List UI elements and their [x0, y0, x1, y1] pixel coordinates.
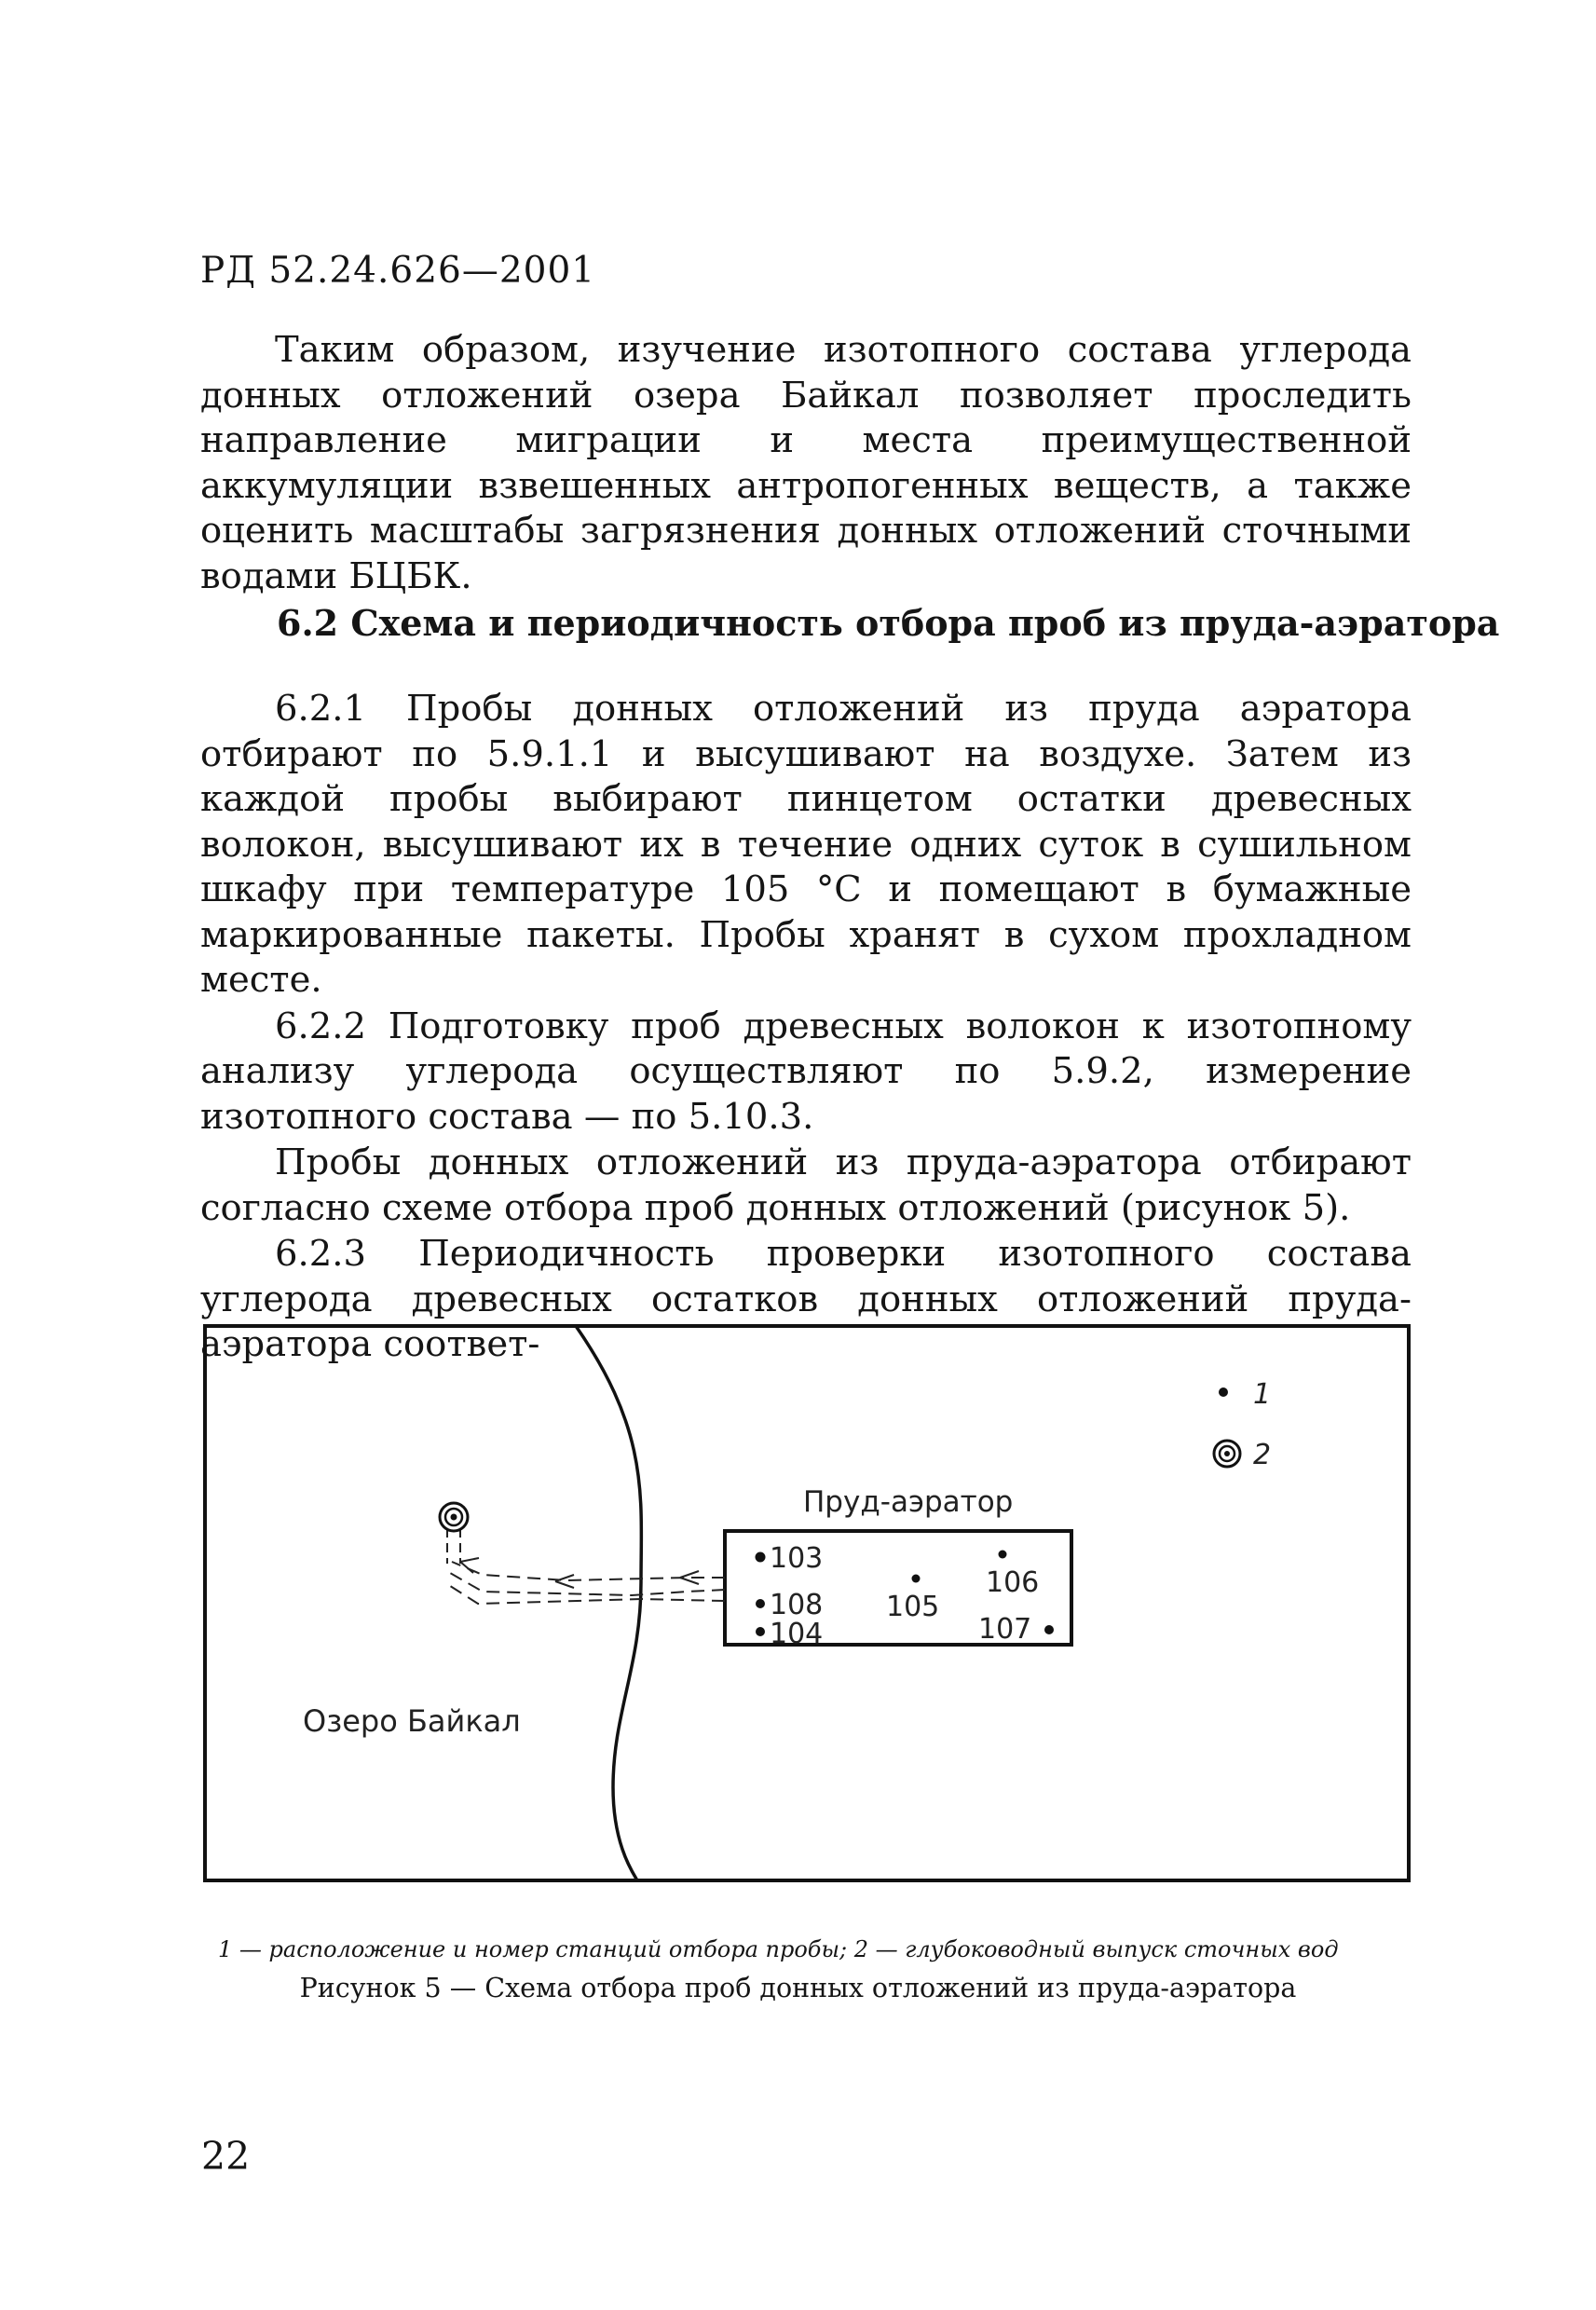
station-108-dot	[756, 1599, 765, 1608]
station-105-dot	[912, 1575, 921, 1583]
legend-station-dot	[1219, 1387, 1228, 1397]
station-105-label: 105	[886, 1591, 940, 1623]
figure-legend-caption	[218, 1936, 1339, 1962]
legend-text-2: — глубоководный выпуск сточных вод	[867, 1936, 1339, 1962]
outlet-connector	[447, 1528, 460, 1564]
station-107-dot	[1044, 1625, 1054, 1634]
page-number: 22	[201, 2134, 251, 2179]
shoreline	[576, 1326, 641, 1880]
intro-block	[200, 328, 1412, 599]
legend-1-label: 1	[1253, 1378, 1272, 1411]
deep-outlet-marker	[440, 1503, 468, 1531]
station-104-label: 104	[770, 1618, 824, 1650]
flow-lines	[447, 1562, 725, 1604]
station-103-label: 103	[770, 1542, 824, 1575]
station-107-label: 107	[978, 1613, 1032, 1646]
document-code: РД 52.24.626—2001	[200, 250, 596, 292]
flow-arrow	[555, 1575, 574, 1588]
paragraph-6-2-3: 6.2.3 Периодичность проверки изотопного состава углерода древесных остатков донных отложений пруда-аэратора соответ-	[200, 1233, 1412, 1365]
station-104-dot	[756, 1627, 765, 1636]
flow-arrow	[460, 1558, 479, 1573]
legend-number-1: 1	[218, 1936, 233, 1962]
legend-2-label: 2	[1253, 1439, 1272, 1471]
figure-5-diagram	[203, 1321, 1411, 1885]
figure-caption-title: Рисунок 5 — Схема отбора проб донных отложений из пруда-аэратора	[299, 1973, 1297, 2003]
legend-outlet-marker	[1214, 1441, 1240, 1467]
legend-text-1: — расположение и номер станций отбора пробы;	[232, 1936, 854, 1962]
section-body	[200, 687, 1412, 1368]
station-106-dot	[999, 1551, 1007, 1559]
station-103-dot	[756, 1552, 766, 1563]
paragraph-sampling-scheme: Пробы донных отложений из пруда-аэратора отбирают согласно схеме отбора проб донных отложений (рисунок 5).	[200, 1141, 1412, 1229]
station-108-label: 108	[770, 1589, 824, 1621]
paragraph-6-2-2: 6.2.2 Подготовку проб древесных волокон к изотопному анализу углерода осуществляют по 5.9.2, измерение изотопного состава — по 5.10.3.	[200, 1005, 1412, 1138]
pond-label: Пруд-аэратор	[803, 1485, 1014, 1519]
lake-label: Озеро Байкал	[303, 1703, 521, 1739]
paragraph-6-2-1: 6.2.1 Пробы донных отложений из пруда аэратора отбирают по 5.9.1.1 и высушивают на воздухе. Затем из каждой пробы выбирают пинцетом остатки древесных волокон, высушивают их в течение одних суток в сушильном шкафу при температуре 105 °С и помещают в бумажные маркированные пакеты. Пробы хранят в сухом прохладном месте.	[200, 688, 1412, 1001]
station-106-label: 106	[986, 1566, 1040, 1599]
section-heading: 6.2 Схема и периодичность отбора проб из пруда-аэратора	[277, 602, 1500, 644]
intro-paragraph: Таким образом, изучение изотопного состава углерода донных отложений озера Байкал позволяет проследить направление миграции и места преимущественной аккумуляции взвешенных антропогенных веществ, а также оценить масштабы загрязнения донных отложений сточными водами БЦБК.	[200, 329, 1412, 597]
legend-number-2: 2	[853, 1936, 868, 1962]
